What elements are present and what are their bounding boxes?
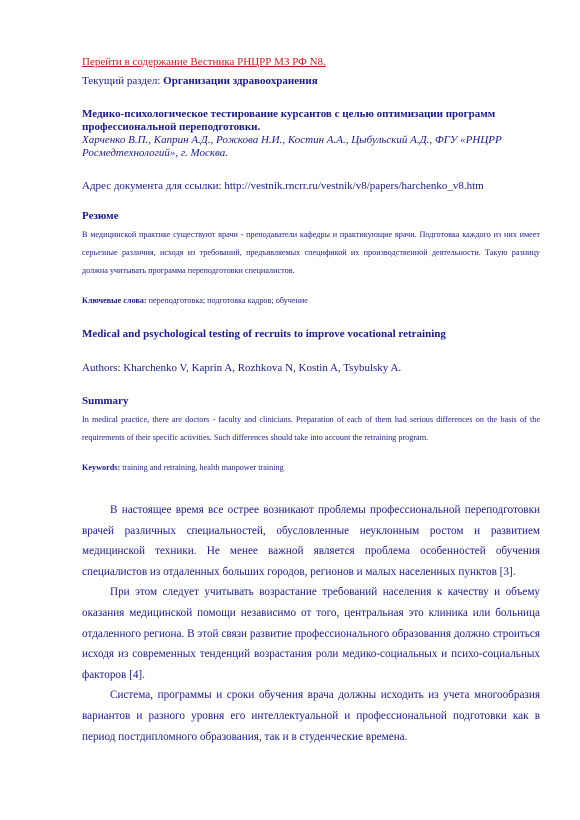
article-title-ru: Медико-психологическое тестирование курсантов с целью оптимизации программ профессиональной переподготовки. xyxy=(82,108,496,133)
article-authors-ru: Харченко В.П., Каприн А.Д., Рожкова Н.И., Костин А.А., Цыбульский А.Д., ФГУ «РНЦРР Росмедтехнологий», г. Москва. xyxy=(82,134,502,159)
body-paragraph-3: Система, программы и сроки обучения врача должны исходить из учета многообразия вариантов и разного уровня его интеллектуальной и профессиональной подготовки как в период постдипломного образования, так и в студенческие времена. xyxy=(82,689,540,743)
article-body xyxy=(82,500,540,747)
current-section xyxy=(82,75,318,87)
summary-text-en: In medical practice, there are doctors - faculty and clinicians. Preparation of each of them had serious differences on the basis of the requirements of their specific activities. Such differences should take into account the retraining program. xyxy=(82,415,540,442)
section-name: Организации здравоохранения xyxy=(163,75,318,87)
keywords-value-ru: переподготовка; подготовка кадров; обучение xyxy=(146,296,308,305)
summary-heading: Summary xyxy=(82,395,129,407)
abstract-heading: Резюме xyxy=(82,210,119,222)
toc-link[interactable]: Перейти в содержание Вестника РНЦРР МЗ РФ N8. xyxy=(82,56,326,68)
body-paragraph-1: В настоящее время все острее возникают проблемы профессиональной переподготовки врачей различных специальностей, обусловленные неуклонным ростом и развитием медицинской техники. Не менее важной является проблема особенностей обучения специалистов из отдаленных больших городов, регионов и малых населенных пунктов [3]. xyxy=(82,504,540,578)
article-title-en: Medical and psychological testing of recruits to improve vocational retraining xyxy=(82,328,446,340)
body-paragraph-2: При этом следует учитывать возрастание требований населения к качеству и объему оказания медицинской помощи независимо от того, центральная это клиника или больница отдаленного региона. В этой связи развитие профессионального образования должно строиться исходя из современных тенденций возрастания роли медико-социальных и психо-социальных факторов [4]. xyxy=(82,586,540,681)
keywords-ru xyxy=(82,296,308,305)
keywords-value-en: training and retraining, health manpower training xyxy=(120,463,284,472)
keywords-label-en: Keywords: xyxy=(82,463,121,472)
keywords-label-ru: Ключевые слова: xyxy=(82,296,147,305)
section-label: Текущий раздел: xyxy=(82,75,164,87)
abstract-text-ru: В медицинской практике существуют врачи - преподаватели кафедры и практикующие врачи. Подготовка каждого из них имеет серьезные различия, исходя из требований, предъявляемых спецификой их производственной деятельности. Такую разницу должна учитывать программа переподготовки специалистов. xyxy=(82,230,540,275)
keywords-en xyxy=(82,463,284,472)
article-authors-en: Authors: Kharchenko V, Kaprin A, Rozhkova N, Kostin A, Tsybulsky A. xyxy=(82,362,402,374)
document-address: Адрес документа для ссылки: http://vestnik.rncrr.ru/vestnik/v8/papers/harchenko_v8.htm xyxy=(82,180,484,192)
